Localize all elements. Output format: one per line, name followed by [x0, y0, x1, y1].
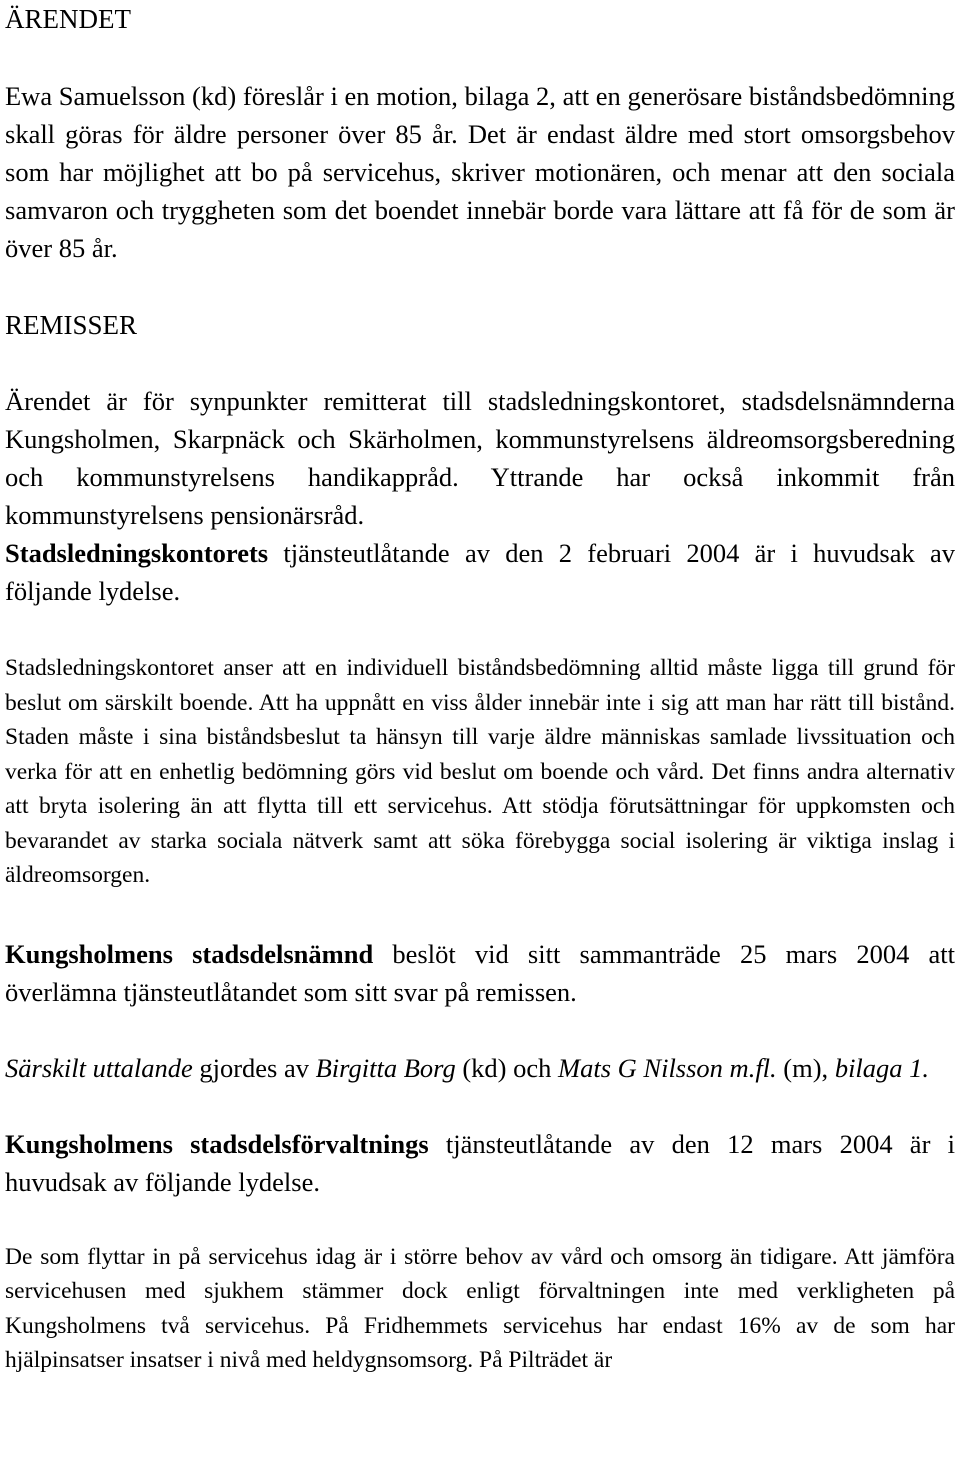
sarskilt-text-1: gjordes av — [192, 1052, 316, 1083]
forvaltning-intro-bold: Kungsholmens stadsdelsförvaltnings — [5, 1128, 429, 1159]
paragraph-remitterat: Ärendet är för synpunkter remitterat till stadsledningskontoret, stadsdelsnämnderna Kungsholmen, Skarpnäck och Skärholmen, kommunstyrelsens äldreomsorgsberedning och kommunstyrelsens handikappråd. Yttrande har också inkommit från kommunstyrelsens pensionärsråd. — [5, 386, 955, 530]
paragraph-kungsholmen-beslut — [5, 935, 955, 1011]
section-heading-arendet: ÄRENDET — [5, 4, 131, 34]
sarskilt-italic-3: Mats G Nilsson m.fl. — [558, 1052, 777, 1083]
paragraph-stadsledning-intro — [5, 534, 955, 610]
stadsledning-intro-bold: Stadsledningskontorets — [5, 538, 269, 568]
sarskilt-italic-4: bilaga 1. — [834, 1052, 930, 1083]
section-heading-remisser: REMISSER — [5, 310, 138, 340]
paragraph-motion: Ewa Samuelsson (kd) föreslår i en motion, bilaga 2, att en generösare biståndsbedömning skall göras för äldre personer över 85 år. Det är endast äldre med stort omsorgsbehov som har möjlighet att bo på servicehus, skriver motionären, och menar att den sociala samvaron och tryggheten som det boendet innebär borde vara lättare att få för de som är över 85 år. — [5, 81, 955, 263]
document-page — [5, 0, 955, 1378]
kungsholmen-beslut-text: beslöt vid sitt sammanträde 25 mars 2004 att överlämna tjänsteutlåtandet som sitt svar på remissen. — [5, 938, 955, 1007]
paragraph-sarskilt-uttalande — [5, 1049, 955, 1087]
kungsholmen-beslut-bold: Kungsholmens stadsdelsnämnd — [5, 938, 374, 969]
stadsledning-intro-text: tjänsteutlåtande av den 2 februari 2004 är i huvudsak av följande lydelse. — [5, 538, 955, 606]
paragraph-forvaltning-intro — [5, 1125, 955, 1201]
paragraph-forvaltning-body: De som flyttar in på servicehus idag är i större behov av vård och omsorg än tidigare. Att jämföra servicehusen med sjukhem stämmer dock enligt förvaltningen inte med verkligheten på Kungsholmens två servicehus. På Fridhemmets servicehus har endast 16% av de som har hjälpinsatser insatser i nivå med heldygnsomsorg. På Pilträdet är — [5, 1243, 955, 1373]
forvaltning-intro-text: tjänsteutlåtande av den 12 mars 2004 är i huvudsak av följande lydelse. — [5, 1128, 955, 1197]
sarskilt-italic-1: Särskilt uttalande — [5, 1052, 193, 1083]
paragraph-stadsledning-body: Stadsledningskontoret anser att en individuell biståndsbedömning alltid måste ligga till grund för beslut om särskilt boende. Att ha uppnått en viss ålder innebär inte i sig att man har rätt till bistånd. Staden måste i sina biståndsbeslut ta hänsyn till varje äldre människas samlade livssituation och verka för att en enhetlig bedömning görs vid beslut om boende och vård. Det finns andra alternativ att bryta isolering än att flytta till ett servicehus. Att stödja förutsättningar för uppkomsten och bevarandet av starka sociala nätverk samt att söka förebygga social isolering är viktiga inslag i äldreomsorgen. — [5, 655, 955, 888]
sarskilt-text-3: (m), — [776, 1052, 835, 1083]
sarskilt-italic-2: Birgitta Borg — [315, 1052, 456, 1083]
sarskilt-text-2: (kd) och — [455, 1052, 559, 1083]
